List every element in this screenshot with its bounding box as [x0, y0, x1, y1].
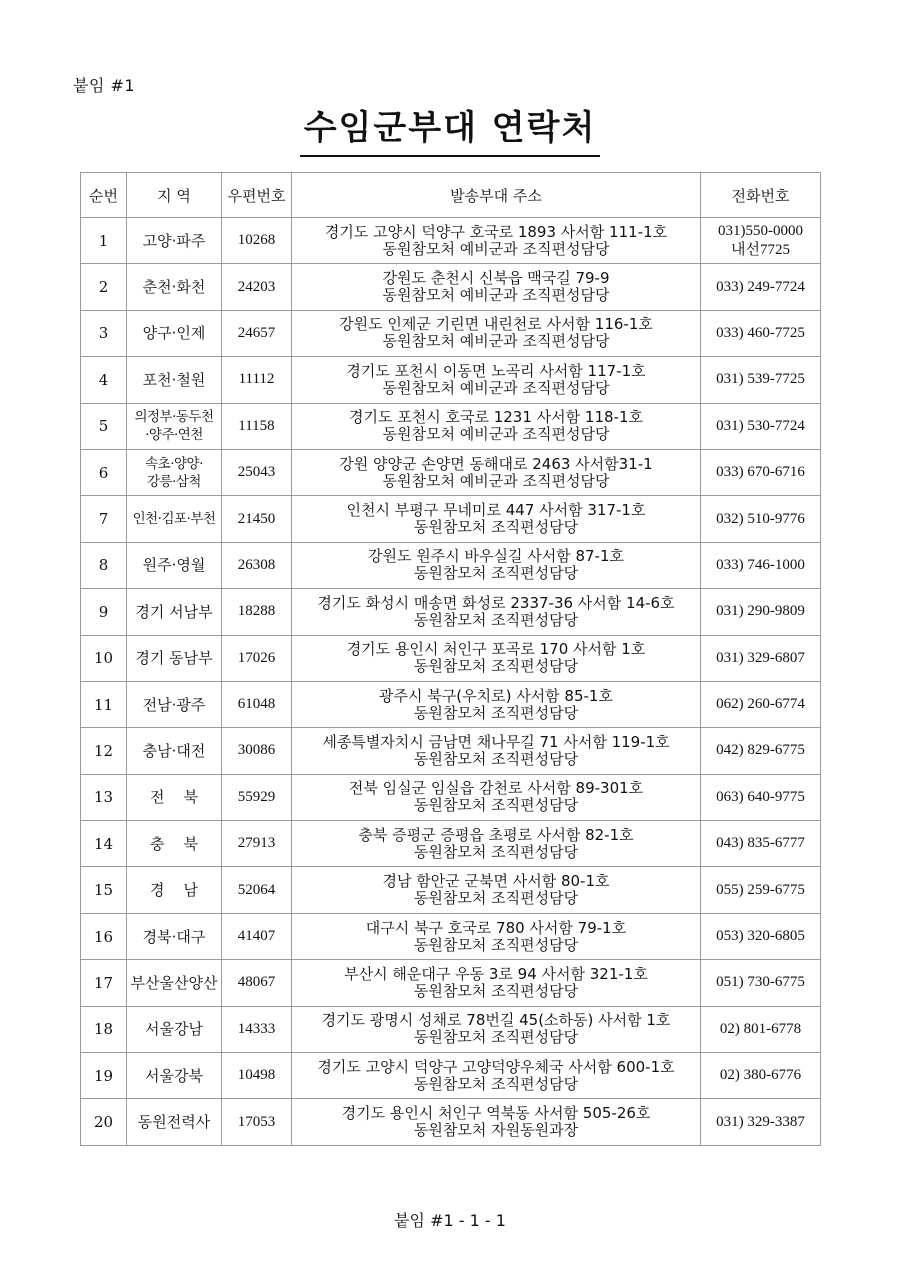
- table-row: [81, 821, 821, 867]
- address-line: 인천시 부평구 무네미로 447 사서함 317-1호: [346, 501, 646, 520]
- region-line: 고양·파주: [142, 231, 206, 250]
- table-row: [81, 728, 821, 774]
- table-row: [81, 403, 821, 449]
- department-line: 동원참모처 조직편성담당: [413, 518, 579, 537]
- header-number: 순번: [81, 173, 127, 218]
- phone-line: 02) 380-6776: [719, 1067, 802, 1084]
- row-phone: [701, 218, 821, 264]
- phone-line: 042) 829-6775: [716, 742, 805, 759]
- address-line: 전북 임실군 임실읍 감천로 사서함 89-301호: [348, 779, 644, 798]
- row-region: [127, 1099, 222, 1145]
- row-address: [292, 635, 701, 681]
- row-region: [127, 681, 222, 727]
- row-region: [127, 635, 222, 681]
- address-line: 경기도 화성시 매송면 화성로 2337-36 사서함 14-6호: [317, 593, 675, 612]
- row-phone: [701, 403, 821, 449]
- row-zip: 48067: [222, 960, 292, 1006]
- address-line: 충북 증평군 증평읍 초평로 사서함 82-1호: [358, 825, 634, 844]
- region-line: 춘천·화천: [142, 278, 206, 297]
- row-zip: 55929: [222, 774, 292, 820]
- header-address: 발송부대 주소: [292, 173, 701, 218]
- table-row: [81, 310, 821, 356]
- row-number: 13: [81, 774, 127, 820]
- row-address: [292, 449, 701, 495]
- region-line: 전남·광주: [142, 695, 206, 714]
- row-number: 11: [81, 681, 127, 727]
- contacts-table: [80, 172, 821, 1146]
- row-number: 12: [81, 728, 127, 774]
- row-number: 8: [81, 542, 127, 588]
- row-phone: [701, 960, 821, 1006]
- department-line: 동원참모처 자원동원과장: [413, 1121, 579, 1140]
- row-address: [292, 542, 701, 588]
- region-line: ·양주·연천: [145, 427, 203, 444]
- phone-line: 033) 670-6716: [716, 464, 805, 481]
- department-line: 동원참모처 예비군과 조직편성담당: [382, 239, 610, 258]
- row-zip: 17026: [222, 635, 292, 681]
- row-address: [292, 1099, 701, 1145]
- phone-line: 032) 510-9776: [716, 510, 805, 527]
- phone-line: 062) 260-6774: [716, 696, 805, 713]
- region-line: 경기 서남부: [135, 602, 213, 621]
- region-line: 양구·인제: [142, 324, 206, 343]
- address-line: 세종특별자치시 금남면 채나무길 71 사서함 119-1호: [322, 732, 670, 751]
- row-region: [127, 218, 222, 264]
- row-number: 1: [81, 218, 127, 264]
- table-row: [81, 913, 821, 959]
- row-address: [292, 218, 701, 264]
- row-region: [127, 960, 222, 1006]
- row-zip: 21450: [222, 496, 292, 542]
- row-region: [127, 449, 222, 495]
- table-row: [81, 1099, 821, 1145]
- phone-line: 033) 249-7724: [716, 278, 805, 295]
- row-address: [292, 1053, 701, 1099]
- address-line: 강원도 인제군 기린면 내린천로 사서함 116-1호: [339, 315, 653, 334]
- row-address: [292, 821, 701, 867]
- department-line: 동원참모처 조직편성담당: [413, 564, 579, 583]
- row-number: 18: [81, 1006, 127, 1052]
- row-region: [127, 1053, 222, 1099]
- region-line: 원주·영월: [142, 556, 206, 575]
- table-row: [81, 960, 821, 1006]
- table-row: [81, 774, 821, 820]
- row-zip: 25043: [222, 449, 292, 495]
- attachment-label: 붙임 #1: [73, 76, 136, 95]
- row-region: [127, 496, 222, 542]
- department-line: 동원참모처 조직편성담당: [413, 842, 579, 861]
- row-number: 9: [81, 589, 127, 635]
- region-line: 부산울산양산: [130, 973, 218, 992]
- row-address: [292, 913, 701, 959]
- phone-line: 055) 259-6775: [716, 881, 805, 898]
- region-line: 동원전력사: [137, 1113, 211, 1132]
- phone-line: 031) 329-3387: [716, 1113, 805, 1130]
- region-line: 서울강남: [145, 1020, 203, 1039]
- address-line: 경기도 포천시 호국로 1231 사서함 118-1호: [349, 408, 643, 427]
- table-row: [81, 681, 821, 727]
- department-line: 동원참모처 조직편성담당: [413, 1028, 579, 1047]
- row-phone: [701, 1099, 821, 1145]
- row-phone: [701, 542, 821, 588]
- table-row: [81, 635, 821, 681]
- region-line: 전 북: [149, 788, 199, 807]
- table-row: [81, 1053, 821, 1099]
- row-phone: [701, 821, 821, 867]
- row-phone: [701, 589, 821, 635]
- address-line: 대구시 북구 호국로 780 사서함 79-1호: [365, 918, 627, 937]
- region-line: 인천·김포·부천: [132, 511, 216, 528]
- row-phone: [701, 681, 821, 727]
- row-region: [127, 821, 222, 867]
- row-zip: 11158: [222, 403, 292, 449]
- row-phone: [701, 1053, 821, 1099]
- region-line: 충 북: [149, 834, 199, 853]
- header-phone: 전화번호: [701, 173, 821, 218]
- address-line: 경기도 용인시 처인구 포곡로 170 사서함 1호: [346, 640, 646, 659]
- row-zip: 61048: [222, 681, 292, 727]
- row-region: [127, 403, 222, 449]
- department-line: 동원참모처 예비군과 조직편성담당: [382, 471, 610, 490]
- row-zip: 10268: [222, 218, 292, 264]
- row-number: 20: [81, 1099, 127, 1145]
- row-zip: 11112: [222, 357, 292, 403]
- row-number: 17: [81, 960, 127, 1006]
- region-line: 포천·철원: [142, 370, 206, 389]
- row-zip: 18288: [222, 589, 292, 635]
- department-line: 동원참모처 조직편성담당: [413, 935, 579, 954]
- region-line: 속초·양양·: [145, 455, 203, 472]
- page-footer: 붙임 #1 - 1 - 1: [394, 1211, 506, 1230]
- phone-line: 031) 329-6807: [716, 649, 805, 666]
- row-region: [127, 589, 222, 635]
- department-line: 동원참모처 예비군과 조직편성담당: [382, 332, 610, 351]
- phone-line: 063) 640-9775: [716, 788, 805, 805]
- row-phone: [701, 774, 821, 820]
- department-line: 동원참모처 예비군과 조직편성담당: [382, 425, 610, 444]
- row-phone: [701, 867, 821, 913]
- region-line: 경북·대구: [142, 927, 206, 946]
- phone-line: 033) 460-7725: [716, 324, 805, 341]
- address-line: 경기도 포천시 이동면 노곡리 사서함 117-1호: [346, 361, 646, 380]
- row-phone: [701, 496, 821, 542]
- row-phone: [701, 728, 821, 774]
- row-zip: 52064: [222, 867, 292, 913]
- row-region: [127, 542, 222, 588]
- row-region: [127, 913, 222, 959]
- row-phone: [701, 1006, 821, 1052]
- department-line: 동원참모처 조직편성담당: [413, 981, 579, 1000]
- region-line: 경기 동남부: [135, 649, 213, 668]
- address-line: 부산시 해운대구 우동 3로 94 사서함 321-1호: [344, 964, 648, 983]
- department-line: 동원참모처 조직편성담당: [413, 796, 579, 815]
- phone-line: 031) 530-7724: [716, 417, 805, 434]
- table-row: [81, 542, 821, 588]
- header-zip: 우편번호: [222, 173, 292, 218]
- table-row: [81, 357, 821, 403]
- row-address: [292, 264, 701, 310]
- row-zip: 14333: [222, 1006, 292, 1052]
- row-zip: 24657: [222, 310, 292, 356]
- row-zip: 41407: [222, 913, 292, 959]
- row-zip: 26308: [222, 542, 292, 588]
- row-number: 19: [81, 1053, 127, 1099]
- row-number: 5: [81, 403, 127, 449]
- table-row: [81, 589, 821, 635]
- address-line: 강원도 춘천시 신북읍 맥국길 79-9: [382, 269, 610, 288]
- row-number: 10: [81, 635, 127, 681]
- row-number: 6: [81, 449, 127, 495]
- phone-line: 051) 730-6775: [716, 974, 805, 991]
- row-number: 16: [81, 913, 127, 959]
- row-address: [292, 1006, 701, 1052]
- page-title: [0, 100, 900, 157]
- region-line: 경 남: [149, 881, 199, 900]
- page-title-text: 수임군부대 연락처: [300, 100, 601, 157]
- row-number: 4: [81, 357, 127, 403]
- row-zip: 10498: [222, 1053, 292, 1099]
- row-address: [292, 589, 701, 635]
- row-phone: [701, 635, 821, 681]
- region-line: 강릉·삼척: [147, 473, 201, 490]
- table-row: [81, 867, 821, 913]
- row-address: [292, 728, 701, 774]
- department-line: 동원참모처 조직편성담당: [413, 610, 579, 629]
- row-number: 7: [81, 496, 127, 542]
- address-line: 강원 양양군 손양면 동해대로 2463 사서함31-1: [339, 454, 653, 473]
- row-address: [292, 960, 701, 1006]
- phone-line: 033) 746-1000: [716, 556, 805, 573]
- row-address: [292, 310, 701, 356]
- row-region: [127, 728, 222, 774]
- header-region: 지 역: [127, 173, 222, 218]
- table-row: [81, 264, 821, 310]
- extension-line: 내선7725: [731, 241, 790, 258]
- row-zip: 17053: [222, 1099, 292, 1145]
- address-line: 경남 함안군 군북면 사서함 80-1호: [382, 872, 610, 891]
- row-number: 14: [81, 821, 127, 867]
- row-zip: 24203: [222, 264, 292, 310]
- row-region: [127, 310, 222, 356]
- row-number: 2: [81, 264, 127, 310]
- table-body: [81, 218, 821, 1146]
- department-line: 동원참모처 조직편성담당: [413, 889, 579, 908]
- table-row: [81, 496, 821, 542]
- row-region: [127, 1006, 222, 1052]
- row-region: [127, 264, 222, 310]
- phone-line: 031) 290-9809: [716, 603, 805, 620]
- address-line: 강원도 원주시 바우실길 사서함 87-1호: [368, 547, 624, 566]
- row-region: [127, 774, 222, 820]
- row-phone: [701, 357, 821, 403]
- row-number: 3: [81, 310, 127, 356]
- phone-line: 02) 801-6778: [719, 1020, 802, 1037]
- table-row: [81, 449, 821, 495]
- address-line: 경기도 고양시 덕양구 호국로 1893 사서함 111-1호: [324, 222, 668, 241]
- row-phone: [701, 310, 821, 356]
- row-address: [292, 496, 701, 542]
- address-line: 경기도 광명시 성채로 78번길 45(소하동) 사서함 1호: [321, 1011, 671, 1030]
- row-zip: 27913: [222, 821, 292, 867]
- region-line: 의정부·동두천: [134, 409, 214, 426]
- row-address: [292, 774, 701, 820]
- row-address: [292, 867, 701, 913]
- row-phone: [701, 913, 821, 959]
- row-number: 15: [81, 867, 127, 913]
- row-address: [292, 681, 701, 727]
- address-line: 경기도 고양시 덕양구 고양덕양우체국 사서함 600-1호: [317, 1057, 675, 1076]
- row-region: [127, 867, 222, 913]
- row-zip: 30086: [222, 728, 292, 774]
- phone-line: 053) 320-6805: [716, 928, 805, 945]
- row-address: [292, 403, 701, 449]
- department-line: 동원참모처 조직편성담당: [413, 749, 579, 768]
- address-line: 광주시 북구(우치로) 사서함 85-1호: [379, 686, 613, 705]
- region-line: 서울강북: [145, 1066, 203, 1085]
- row-address: [292, 357, 701, 403]
- row-phone: [701, 449, 821, 495]
- row-region: [127, 357, 222, 403]
- phone-line: 031) 539-7725: [716, 371, 805, 388]
- table-row: [81, 218, 821, 264]
- region-line: 충남·대전: [142, 741, 206, 760]
- phone-line: 043) 835-6777: [716, 835, 805, 852]
- address-line: 경기도 용인시 처인구 역북동 사서함 505-26호: [341, 1104, 651, 1123]
- phone-line: 031)550-0000: [718, 222, 803, 239]
- table-row: [81, 1006, 821, 1052]
- table-header-row: [81, 173, 821, 218]
- department-line: 동원참모처 조직편성담당: [413, 657, 579, 676]
- department-line: 동원참모처 조직편성담당: [413, 703, 579, 722]
- row-phone: [701, 264, 821, 310]
- department-line: 동원참모처 예비군과 조직편성담당: [382, 286, 610, 305]
- department-line: 동원참모처 조직편성담당: [413, 1074, 579, 1093]
- department-line: 동원참모처 예비군과 조직편성담당: [382, 378, 610, 397]
